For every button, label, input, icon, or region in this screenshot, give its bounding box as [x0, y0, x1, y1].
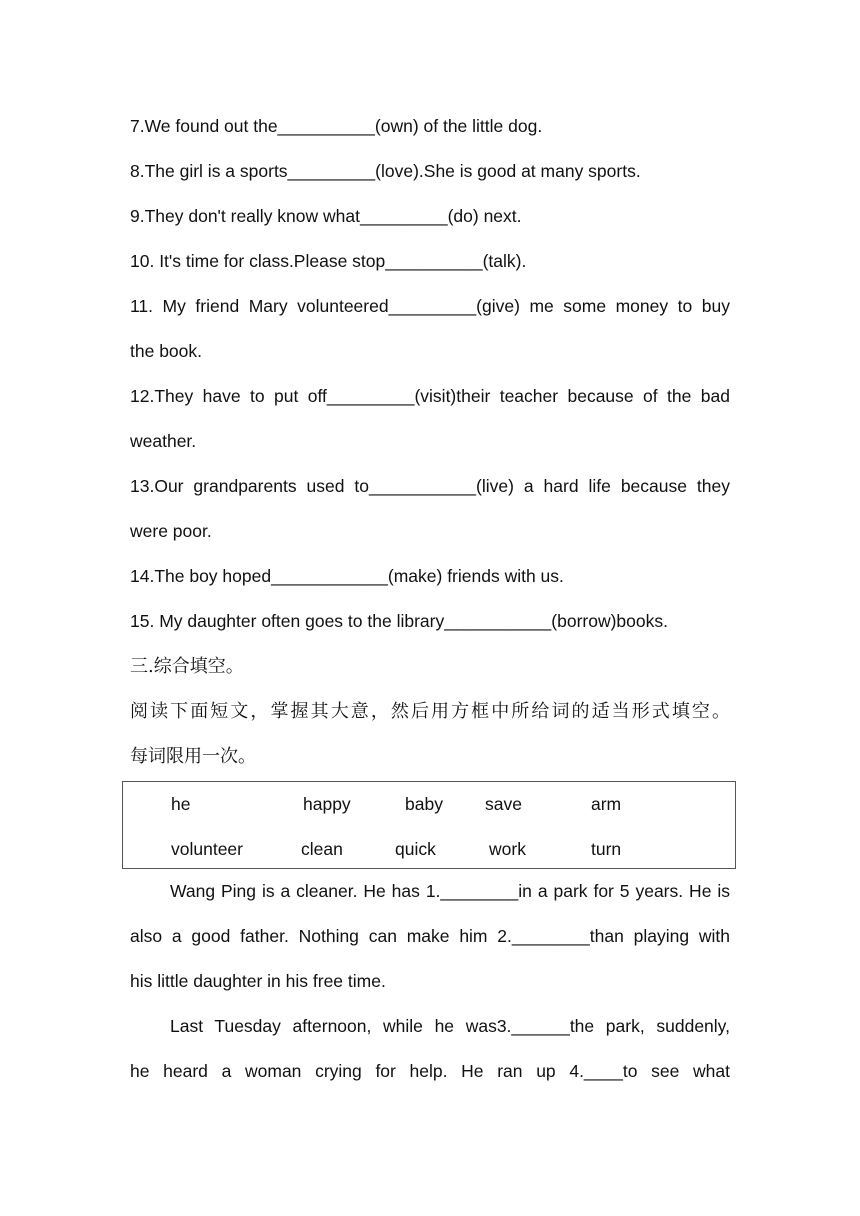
passage-line-2: also a good father. Nothing can make him 2.________than playing with — [130, 926, 730, 946]
word-bank-row-1 — [123, 782, 735, 827]
word-bank-word: quick — [395, 839, 436, 859]
passage-line-1: Wang Ping is a cleaner. He has 1.________in a park for 5 years. He is — [170, 881, 730, 901]
word-bank-word: turn — [591, 839, 622, 859]
question-14: 14.The boy hoped____________(make) friends with us. — [130, 566, 564, 586]
question-15: 15. My daughter often goes to the library___________(borrow)books. — [130, 611, 668, 631]
question-11-line-2: the book. — [130, 341, 202, 361]
question-13-line-2: were poor. — [130, 521, 212, 541]
word-bank-word: save — [485, 794, 522, 814]
section-3-instruction-line-2: 每词限用一次。 — [130, 746, 256, 767]
word-bank-word: baby — [405, 794, 443, 814]
question-11-line-1: 11. My friend Mary volunteered_________(give) me some money to buy — [130, 296, 730, 316]
passage-line-4: Last Tuesday afternoon, while he was3.______the park, suddenly, — [170, 1016, 730, 1036]
word-bank-row-2 — [123, 827, 735, 872]
section-3-instruction-line-1: 阅读下面短文，掌握其大意，然后用方框中所给词的适当形式填空。 — [130, 701, 730, 722]
question-9: 9.They don't really know what_________(do) next. — [130, 206, 522, 226]
question-12-line-1: 12.They have to put off_________(visit)their teacher because of the bad — [130, 386, 730, 406]
question-8: 8.The girl is a sports_________(love).She is good at many sports. — [130, 161, 641, 181]
word-bank-word: happy — [303, 794, 351, 814]
question-10: 10. It's time for class.Please stop__________(talk). — [130, 251, 527, 271]
question-7: 7.We found out the__________(own) of the little dog. — [130, 116, 543, 136]
question-13-line-1: 13.Our grandparents used to___________(live) a hard life because they — [130, 476, 730, 496]
word-bank-word: clean — [301, 839, 343, 859]
passage-line-3: his little daughter in his free time. — [130, 971, 386, 991]
word-bank-word: he — [171, 794, 191, 814]
question-12-line-2: weather. — [130, 431, 197, 451]
word-bank-word: volunteer — [171, 839, 243, 859]
word-bank-box — [122, 781, 736, 869]
word-bank-word: work — [489, 839, 526, 859]
worksheet-page — [130, 104, 730, 1094]
word-bank-word: arm — [591, 794, 622, 814]
section-3-heading: 三.综合填空。 — [130, 656, 244, 677]
passage-line-5: he heard a woman crying for help. He ran up 4.____to see what — [130, 1061, 730, 1081]
